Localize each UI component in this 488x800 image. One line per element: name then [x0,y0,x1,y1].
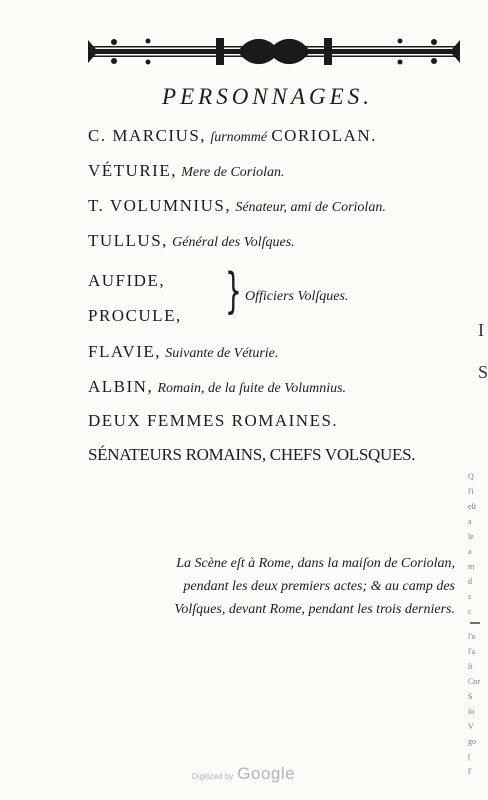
character-name: PROCULE, [88,306,182,325]
character-description: ſurnommé [210,130,268,145]
digitized-label: Digitized by [191,772,234,781]
scene-line: Volſques, devant Rome, pendant les trois derniers. [174,602,455,617]
character-row [88,161,285,183]
character-row [88,306,182,326]
character-name: DEUX FEMMES ROMAINES. [88,411,339,430]
digitized-footer [0,764,487,784]
edge-fragment: m [468,562,475,571]
character-name-extra: CORIOLAN. [271,126,377,145]
edge-fragment: eſt [468,502,476,511]
edge-fragment: go [468,737,476,746]
edge-fragment: le [468,532,474,541]
edge-fragment: d [468,577,472,586]
character-row [88,271,165,291]
character-row [88,126,377,148]
header-ornament [88,36,460,68]
character-name: SÉNATEURS ROMAINS, CHEFS VOLSQUES. [88,445,416,464]
character-description: Suivante de Véturie. [165,346,279,361]
scene-line: pendant les deux premiers actes; & au camp des [183,579,455,594]
character-row [88,377,346,399]
character-name: ALBIN, [88,377,154,396]
edge-fragment: Cor [468,677,480,686]
edge-fragment: a [468,547,472,556]
character-row [88,231,295,253]
edge-fragment: ſt [468,662,473,671]
edge-fragment: a [468,517,472,526]
edge-fragment: l'i [468,487,474,496]
character-name: AUFIDE, [88,271,166,290]
edge-fragment: ſo [468,707,475,716]
edge-fragment: c [468,607,472,616]
character-description: Sénateur, ami de Coriolan. [235,200,386,215]
margin-glyph: S [478,362,488,382]
character-name: FLAVIE, [88,342,161,361]
edge-fragment: l'o [468,632,476,641]
character-row [88,342,278,364]
page-title: PERSONNAGES. [162,84,373,109]
character-name: TULLUS, [88,231,168,250]
character-row [88,445,415,465]
adjacent-page-edge [468,470,487,800]
character-name: C. MARCIUS, [88,126,207,145]
edge-fragment: V [468,722,474,731]
edge-fragment: Q [468,472,474,481]
edge-fragment: ( [468,752,471,761]
brace: } [225,263,242,319]
brace-note: Officiers Volſques. [245,289,349,304]
edge-fragment: l'a [468,647,476,656]
character-row [88,196,386,218]
character-name: T. VOLUMNIUS, [88,196,232,215]
edge-fragment: S [468,692,473,701]
character-row [88,411,338,431]
google-logo: Google [237,764,296,783]
edge-fragment: s [468,592,472,601]
scene-line: La Scène eſt à Rome, dans la maiſon de Coriolan, [176,556,455,571]
character-description: Mere de Coriolan. [181,165,285,180]
margin-glyph: I [478,320,484,340]
character-description: Général des Volſques. [172,235,295,250]
scene-note [174,552,455,621]
character-description: Romain, de la ſuite de Volumnius. [157,381,347,396]
edge-fragment: l' [468,767,472,776]
character-name: VÉTURIE, [88,161,177,180]
